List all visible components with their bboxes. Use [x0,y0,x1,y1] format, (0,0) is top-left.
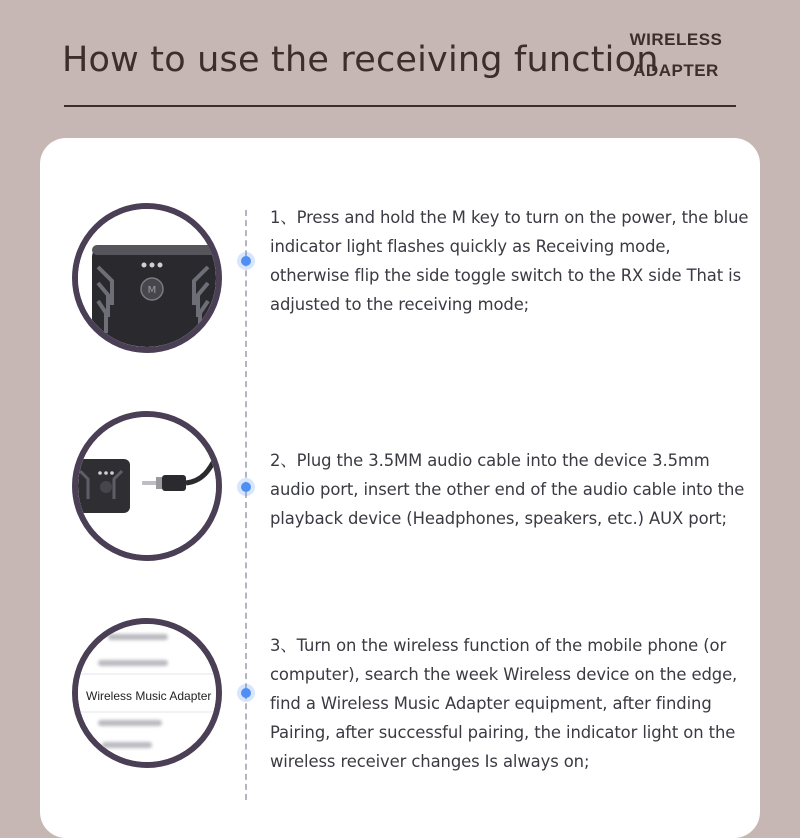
svg-text:M: M [147,285,157,296]
step-3-image [72,618,222,768]
adapter-device-illustration [78,209,216,347]
device-list-item-wireless-music-adapter: Wireless Music Adapter [86,689,212,703]
brand-line-1: WIRELESS [629,30,723,49]
step-2-dot [241,482,251,492]
page-title: How to use the receiving function [62,40,659,80]
header-divider [64,105,736,107]
step-2-image [72,411,222,561]
step-3-text: 3、Turn on the wireless function of the mobile phone (or computer), search the week Wireless device on the edge, find a Wireless Music Adapter equipment, after finding Pairing, after successful pairing, the indicator light on the wireless receiver changes Is always on; [270,636,738,771]
step-2-text: 2、Plug the 3.5MM audio cable into the device 3.5mm audio port, insert the other end of the audio cable into the playback device (Headphones, speakers, etc.) AUX port; [270,451,745,528]
timeline-line [245,210,247,800]
step-3-dot [241,688,251,698]
audio-cable-illustration [78,417,216,555]
step-1-image [72,203,222,353]
brand-line-2: ADAPTER [633,61,719,80]
step-1-text: 1、Press and hold the M key to turn on the power, the blue indicator light flashes quickly as Receiving mode, otherwise flip the side toggle switch to the RX side That is adjusted to the receiving mode; [270,208,749,314]
brand-label [616,24,736,86]
step-1-dot [241,256,251,266]
